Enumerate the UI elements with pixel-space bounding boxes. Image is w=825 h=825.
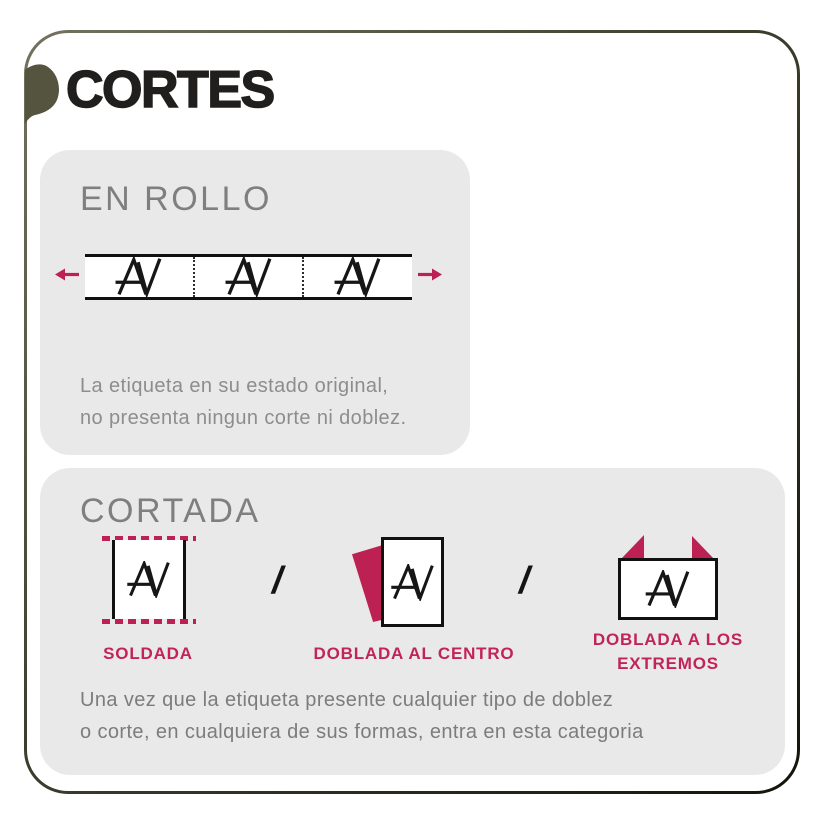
card-cortada xyxy=(40,468,785,775)
welded-edge-bottom xyxy=(102,619,196,624)
doblada-al-centro-label: DOBLADA AL CENTRO xyxy=(313,644,515,663)
end-fold-right xyxy=(692,536,715,560)
av-monogram-icon xyxy=(645,570,691,608)
soldada-label-box xyxy=(112,540,186,619)
doblada-al-centro-diagram xyxy=(352,537,444,629)
center-fold-flap xyxy=(352,545,383,622)
doblada-a-los-extremos-diagram xyxy=(618,535,718,627)
left-arrow-icon xyxy=(55,268,80,287)
av-monogram-icon xyxy=(334,257,382,297)
label-strip-segment xyxy=(193,257,303,297)
separator-slash: / xyxy=(272,560,283,602)
soldada-diagram xyxy=(102,536,196,624)
description-line: Una vez que la etiqueta presente cualquier tipo de doblez xyxy=(80,689,614,711)
description-line: La etiqueta en su estado original, xyxy=(80,375,389,397)
av-monogram-icon xyxy=(391,564,435,601)
doblada-a-los-extremos-label: DOBLADA A LOS EXTREMOS xyxy=(592,630,744,673)
right-arrow-icon xyxy=(417,268,442,287)
label-strip-segment xyxy=(302,257,412,297)
label-roll-diagram xyxy=(85,254,412,300)
cortada-heading: CORTADA xyxy=(80,492,261,530)
page-title: CORTES xyxy=(66,61,274,119)
en-rollo-description xyxy=(80,370,406,434)
soldada-label: SOLDADA xyxy=(103,644,193,663)
av-monogram-icon xyxy=(115,257,163,297)
av-monogram-icon xyxy=(225,257,273,297)
centro-label-box xyxy=(381,537,444,627)
separator-slash: / xyxy=(519,560,530,602)
extremos-label-box xyxy=(618,558,718,620)
end-fold-left xyxy=(621,535,644,559)
label-strip-segment xyxy=(85,257,193,297)
en-rollo-heading: EN ROLLO xyxy=(80,180,272,218)
description-line: no presenta ningun corte ni doblez. xyxy=(80,407,407,429)
card-en-rollo xyxy=(40,150,470,455)
cortada-description xyxy=(80,684,644,748)
description-line: o corte, en cualquiera de sus formas, entra en esta categoria xyxy=(80,721,644,743)
corner-tab-icon xyxy=(25,64,65,131)
av-monogram-icon xyxy=(127,561,171,598)
label-strip xyxy=(85,254,412,300)
